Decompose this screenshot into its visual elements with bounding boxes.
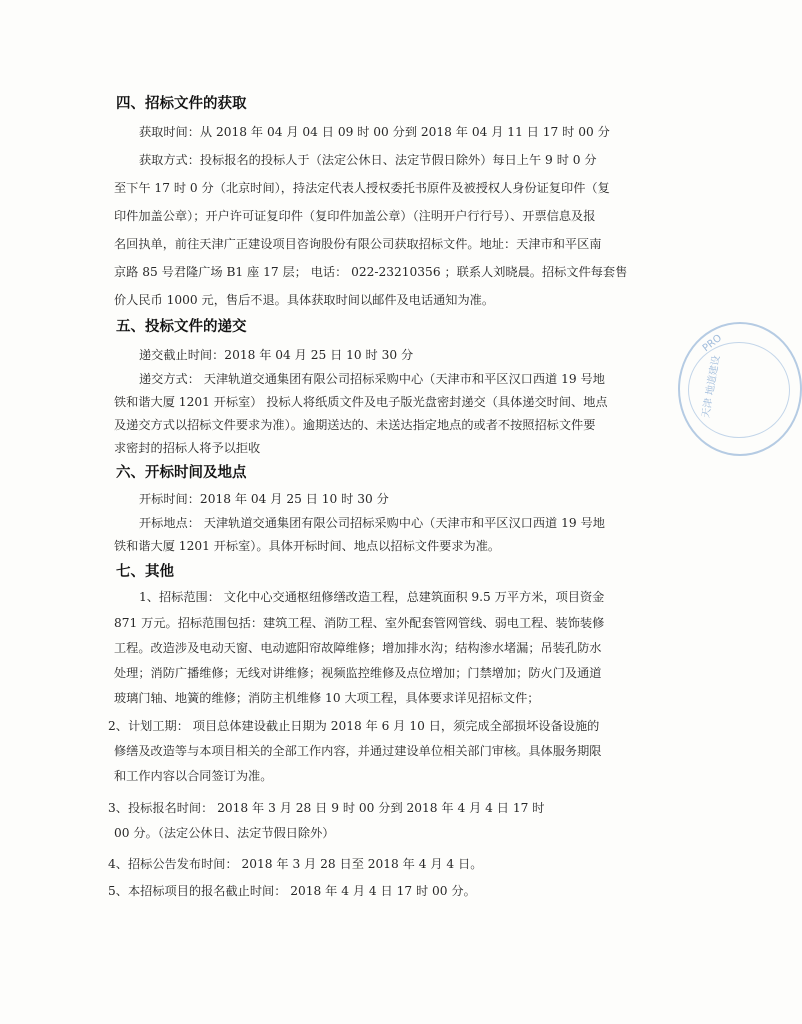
s7-line-5: 玻璃门轴、地簧的维修；消防主机维修 10 大项工程，具体要求详见招标文件； — [114, 691, 540, 705]
seal-text-top: PRO — [700, 332, 725, 355]
s5-line-1: 递交截止时间：2018 年 04 月 25 日 10 时 30 分 — [139, 348, 414, 362]
s7-line-4: 处理；消防广播维修；无线对讲维修；视频监控维修及点位增加；门禁增加；防火门及通道 — [114, 666, 602, 680]
s7-line-9: 3、投标报名时间： 2018 年 3 月 28 日 9 时 00 分到 2018 年 4 月 4 日 17 时 — [108, 801, 545, 815]
section-heading-7: 七、其他 — [116, 564, 174, 580]
s5-line-5: 求密封的招标人将予以拒收 — [114, 441, 261, 455]
s4-line-4: 印件加盖公章）；开户许可证复印件（复印件加盖公章）（注明开户行行号）、开票信息及报 — [114, 209, 596, 223]
s7-line-12: 5、本招标项目的报名截止时间： 2018 年 4 月 4 日 17 时 00 分。 — [108, 884, 476, 898]
s4-line-3: 至下午 17 时 0 分（北京时间），持法定代表人授权委托书原件及被授权人身份证复印件（复 — [114, 181, 610, 195]
s7-line-10: 00 分。（法定公休日、法定节假日除外） — [114, 826, 335, 840]
s4-line-7: 价人民币 1000 元，售后不退。具体获取时间以邮件及电话通知为准。 — [114, 293, 495, 307]
section-heading-5: 五、投标文件的递交 — [116, 319, 247, 335]
section-heading-6: 六、开标时间及地点 — [116, 465, 247, 481]
s7-line-8: 和工作内容以合同签订为准。 — [114, 769, 273, 783]
s5-line-2: 递交方式： 天津轨道交通集团有限公司招标采购中心（天津市和平区汉口西道 19 号地 — [139, 372, 605, 386]
s6-line-2: 开标地点： 天津轨道交通集团有限公司招标采购中心（天津市和平区汉口西道 19 号地 — [139, 516, 605, 530]
s4-line-6: 京路 85 号君隆广场 B1 座 17 层； 电话： 022-23210356 ；联系人刘晓晨。招标文件每套售 — [114, 265, 628, 279]
s5-line-3: 铁和谐大厦 1201 开标室） 投标人将纸质文件及电子版光盘密封递交（具体递交时间、地点 — [114, 395, 608, 409]
s7-line-1: 1、招标范围： 文化中心交通枢纽修缮改造工程，总建筑面积 9.5 万平方米，项目资金 — [139, 590, 605, 604]
section-heading-4: 四、招标文件的获取 — [116, 96, 247, 112]
s6-line-1: 开标时间：2018 年 04 月 25 日 10 时 30 分 — [139, 492, 389, 506]
s5-line-4: 及递交方式以招标文件要求为准）。逾期送达的、未送达指定地点的或者不按照招标文件要 — [114, 418, 596, 432]
s6-line-3: 铁和谐大厦 1201 开标室）。具体开标时间、地点以招标文件要求为准。 — [114, 539, 501, 553]
s4-line-5: 名回执单，前往天津广正建设项目咨询股份有限公司获取招标文件。地址：天津市和平区南 — [114, 237, 602, 251]
s7-line-3: 工程。改造涉及电动天窗、电动遮阳帘故障维修；增加排水沟；结构渗水堵漏；吊装孔防水 — [114, 641, 602, 655]
s7-line-2: 871 万元。招标范围包括：建筑工程、消防工程、室外配套管网管线、弱电工程、装饰装修 — [114, 616, 605, 630]
official-seal-stamp — [678, 322, 802, 456]
s7-line-7: 修缮及改造等与本项目相关的全部工作内容，并通过建设单位相关部门审核。具体服务期限 — [114, 744, 602, 758]
s7-line-6: 2、计划工期： 项目总体建设截止日期为 2018 年 6 月 10 日，须完成全部损坏设备设施的 — [108, 719, 600, 733]
seal-text-side: 天津 地道建设 — [700, 354, 723, 419]
s7-line-11: 4、招标公告发布时间： 2018 年 3 月 28 日至 2018 年 4 月 4 日。 — [108, 857, 483, 871]
s4-line-2: 获取方式：投标报名的投标人于（法定公休日、法定节假日除外）每日上午 9 时 0 分 — [139, 153, 597, 167]
s4-line-1: 获取时间：从 2018 年 04 月 04 日 09 时 00 分到 2018 年 04 月 11 日 17 时 00 分 — [139, 125, 610, 139]
